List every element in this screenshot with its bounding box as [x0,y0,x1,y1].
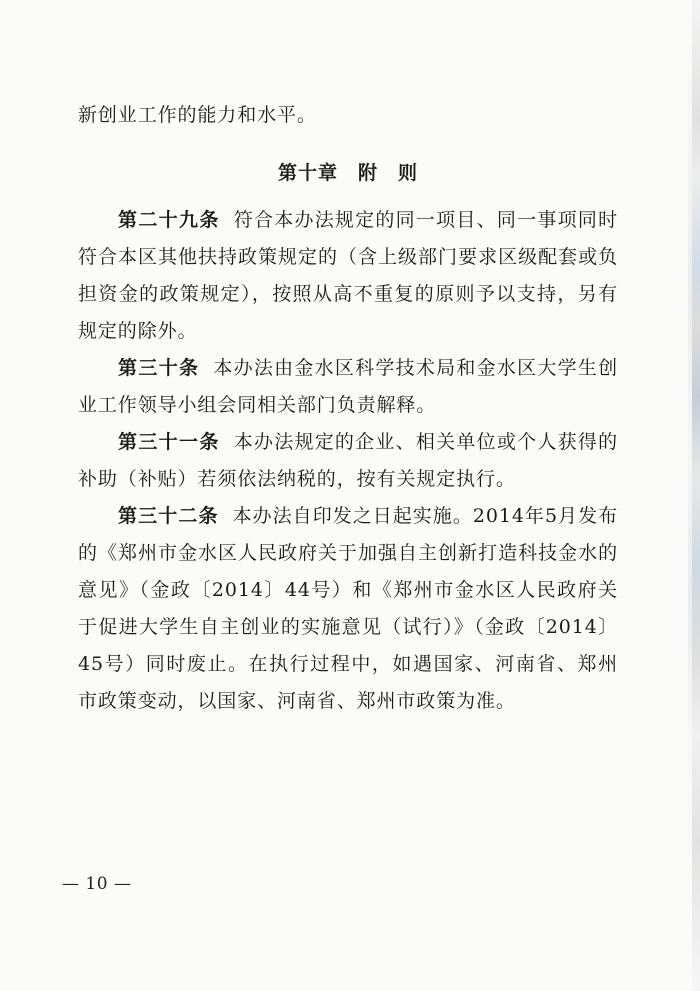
article-30-body: 本办法由金水区科学技术局和金水区大学生创业工作领导小组会同相关部门负责解释。 [78,357,618,416]
scan-edge [692,0,700,991]
intro-continuation: 新创业工作的能力和水平。 [78,104,317,126]
article-30 [78,350,618,424]
article-31-head: 第三十一条 [118,431,220,453]
article-31-body: 本办法规定的企业、相关单位或个人获得的补助（补贴）若须依法纳税的，按有关规定执行。 [78,431,618,490]
chapter-title: 第十章 附 则 [277,162,418,184]
article-32-body: 本办法自印发之日起实施。2014年5月发布的《郑州市金水区人民政府关于加强自主创新打造科技金水的意见》（金政〔2014〕44号）和《郑州市金水区人民政府关于促进大学生自主创业的实施意见（试行）》（金政〔2014〕45号）同时废止。在执行过程中，如遇国家、河南省、郑州市政策变动，以国家、河南省、郑州市政策为准。 [78,505,618,712]
page-number: — 10 — [62,874,132,894]
article-29 [78,202,618,350]
article-31 [78,424,618,498]
article-29-body: 符合本办法规定的同一项目、同一事项同时符合本区其他扶持政策规定的（含上级部门要求区级配套或负担资金的政策规定），按照从高不重复的原则予以支持，另有规定的除外。 [78,209,618,342]
article-29-head: 第二十九条 [118,209,220,231]
article-32-head: 第三十二条 [118,505,219,527]
article-30-head: 第三十条 [118,357,200,379]
article-32 [78,498,618,720]
document-body [78,97,618,720]
